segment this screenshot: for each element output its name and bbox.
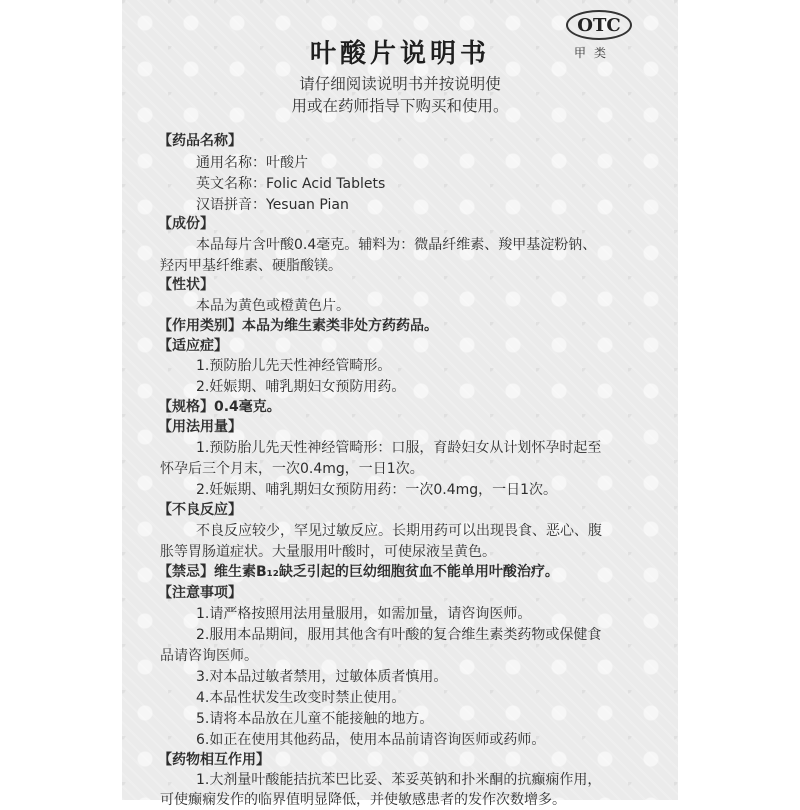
subtitle-line-2: 用或在药师指导下购买和使用。	[291, 97, 509, 115]
text-line: 2.妊娠期、哺乳期妇女预防用药：一次0.4mg，一日1次。	[196, 482, 558, 498]
text-line: 可使癫痫发作的临界值明显降低，并使敏感患者的发作次数增多。	[160, 792, 566, 808]
otc-logo-text: OTC	[577, 14, 621, 36]
text-line: 品请咨询医师。	[160, 648, 258, 664]
text-line: 2.妊娠期、哺乳期妇女预防用药。	[196, 379, 406, 395]
text-line: 汉语拼音：Yesuan Pian	[196, 197, 349, 213]
text-line: 5.请将本品放在儿童不能接触的地方。	[196, 711, 434, 727]
subtitle-line-1: 请仔细阅读说明书并按说明使	[299, 75, 501, 93]
section-heading-specification: 【规格】0.4毫克。	[158, 399, 281, 415]
section-heading-appearance: 【性状】	[158, 277, 214, 293]
section-heading-category: 【作用类别】本品为维生素类非处方药药品。	[158, 318, 438, 334]
text-line: 2.服用本品期间，服用其他含有叶酸的复合维生素类药物或保健食	[196, 627, 602, 643]
text-line: 羟丙甲基纤维素、硬脂酸镁。	[160, 258, 342, 274]
section-heading-adverse-reactions: 【不良反应】	[158, 502, 242, 518]
text-line: 本品每片含叶酸0.4毫克。辅料为：微晶纤维素、羧甲基淀粉钠、	[196, 237, 597, 253]
text-line: 通用名称：叶酸片	[196, 155, 308, 171]
text-line: 4.本品性状发生改变时禁止使用。	[196, 690, 406, 706]
text-line: 不良反应较少，罕见过敏反应。长期用药可以出现畏食、恶心、腹	[196, 523, 602, 539]
text-line: 6.如正在使用其他药品，使用本品前请咨询医师或药师。	[196, 732, 546, 748]
text-line: 1.预防胎儿先天性神经管畸形。	[196, 358, 392, 374]
text-line: 本品为黄色或橙黄色片。	[196, 298, 350, 314]
text-line: 胀等胃肠道症状。大量服用叶酸时，可使尿液呈黄色。	[160, 544, 496, 560]
section-heading-precautions: 【注意事项】	[158, 585, 242, 601]
page-title: 叶酸片说明书	[309, 39, 490, 69]
otc-class-label: 甲类	[574, 46, 615, 60]
text-line: 英文名称：Folic Acid Tablets	[196, 176, 386, 192]
text-line: 3.对本品过敏者禁用，过敏体质者慎用。	[196, 669, 448, 685]
text-line: 1.预防胎儿先天性神经管畸形：口服，育龄妇女从计划怀孕时起至	[196, 440, 602, 456]
section-heading-interactions: 【药物相互作用】	[158, 752, 270, 768]
text-line: 1.大剂量叶酸能拮抗苯巴比妥、苯妥英钠和扑米酮的抗癫痫作用，	[196, 772, 602, 788]
text-line: 1.请严格按照用法用量服用，如需加量，请咨询医师。	[196, 606, 532, 622]
section-heading-indications: 【适应症】	[158, 338, 228, 354]
section-heading-contraindications: 【禁忌】维生素B₁₂缺乏引起的巨幼细胞贫血不能单用叶酸治疗。	[158, 564, 559, 580]
section-heading-dosage: 【用法用量】	[158, 419, 242, 435]
section-heading-ingredients: 【成份】	[158, 216, 214, 232]
text-line: 怀孕后三个月末，一次0.4mg，一日1次。	[160, 461, 424, 477]
section-heading-drug-name: 【药品名称】	[158, 133, 242, 149]
